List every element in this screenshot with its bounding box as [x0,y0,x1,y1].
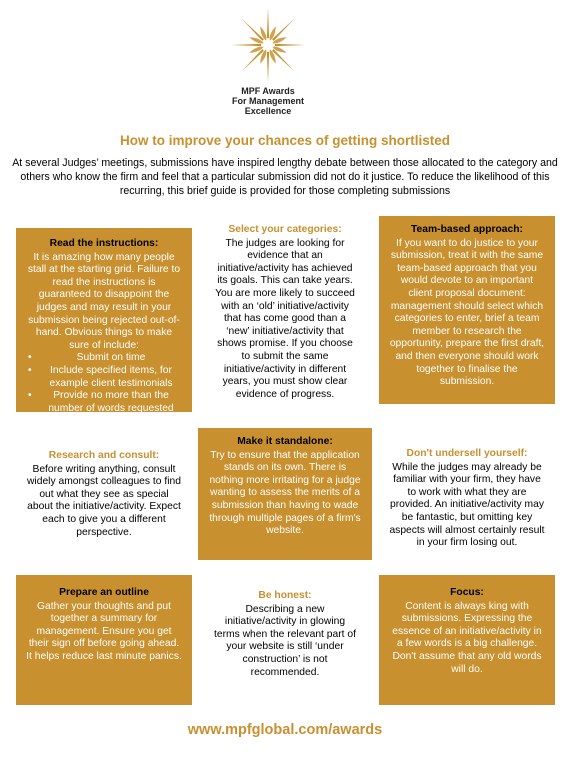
mpf-star-logo [228,6,308,84]
tip-body: It is amazing how many people stall at the starting grid. Failure to read the instructions is guaranteed to disappoint the judges and may result in your submission being rejected out-of-hand. Obvious things to make sure of include: [27,251,181,351]
page-title: How to improve your chances of getting shortlisted [119,133,451,148]
bullet-item: • Submit on time [26,352,182,365]
tip-body: Describing a new initiative/activity in glowing terms when the relevant part of your website is still ‘under construction’ is not recommended. [214,603,356,678]
logo-wordmark [198,86,338,116]
bullet-item: • Include specified items, for example client testimonials [26,365,182,390]
logo-line-1: MPF Awards [241,86,295,96]
tip-team-based [379,216,555,404]
tip-body: The judges are looking for evidence that an initiative/activity has achieved its goals. This can take years. You are more likely to succeed with an ‘old’ initiative/activity that has come good than a ‘new’ initiative/activity that shows promise. If you choose to submit the same initiative/activity in different years, you must show clear evidence of progress. [215,237,355,400]
intro-paragraph: At several Judges’ meetings, submissions have inspired lengthy debate between those allocated to the category and others who know the firm and feel that a particular submission did not do it justice. To reduce the likelihood of this recurring, this brief guide is provided for those completing submissions [12,157,558,197]
logo-line-3: Excellence [244,106,292,116]
tip-title: Select your categories: [228,224,342,235]
tip-body: Gather your thoughts and put together a summary for management. Ensure you get their sign off before going ahead. It helps reduce last minute panics. [26,600,182,662]
footer-url-link[interactable]: www.mpfglobal.com/awards [187,722,383,738]
tip-body: If you want to do justice to your submission, treat it with the same team-based approach that you would devote to an important client proposal document: management should select which categories to enter, brief a team member to research the opportunity, prepare the first draft, and then everyone should work together to finalise the submission. [389,237,545,388]
star-ray [231,44,262,46]
tip-focus [379,575,555,705]
tip-be-honest [204,582,366,692]
tip-title: Make it standalone: [237,436,333,447]
tip-title: Read the instructions: [49,238,159,249]
tip-title: Team-based approach: [411,224,523,235]
bullet-item: • Provide no more than the number of words requested [26,390,182,415]
tip-read-instructions [16,228,192,412]
tip-body: While the judges may already be familiar with your firm, they have to work with what they are provided. An initiative/activity may be fantastic, but omitting key aspects will almost certainly result in your firm losing out. [389,461,545,549]
tip-body: Before writing anything, consult widely amongst colleagues to find out what they see as special about the initiative/activity. Expect each to give you a different perspective. [27,463,181,538]
star-ray [275,44,306,46]
star-center [263,40,272,49]
tip-title: Focus: [450,587,484,598]
tip-prepare-outline [16,575,192,705]
tip-title: Be honest: [258,590,312,601]
tip-make-standalone [198,428,372,560]
logo-line-2: For Management [231,96,304,106]
star-ray [267,52,269,83]
star-ray [267,8,269,39]
tip-research-consult [16,442,192,552]
tip-select-categories [204,218,366,404]
tip-title: Don't undersell yourself: [406,448,528,459]
tip-title: Prepare an outline [59,587,149,598]
tip-body: Try to ensure that the application stands on its own. There is nothing more irritating for a judge wanting to assess the merits of a submission than having to wade through multiple pages of a firm's website. [209,449,361,537]
tip-body: Content is always king with submissions. Expressing the essence of an initiative/activity in a few words is a big challenge. Don't assume that any old words will do. [392,600,542,675]
tip-title: Research and consult: [48,450,160,461]
tip-dont-undersell [379,440,555,550]
tip-bullets [26,352,182,415]
